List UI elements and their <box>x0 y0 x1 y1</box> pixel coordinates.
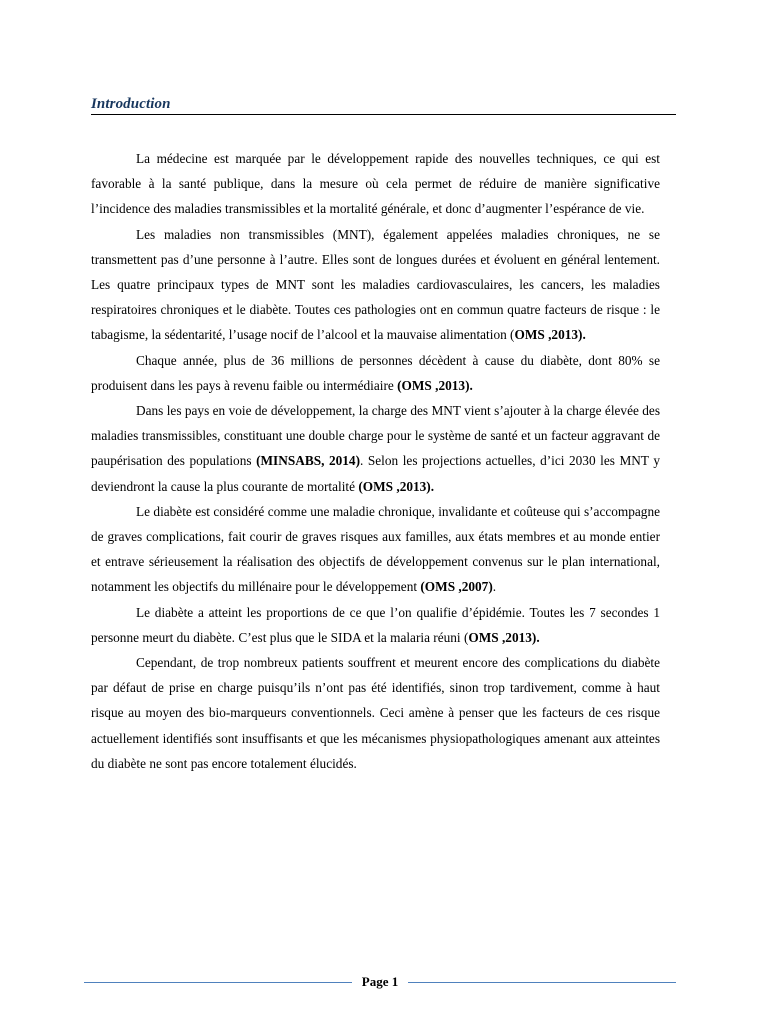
section-heading-text: Introduction <box>91 96 171 112</box>
paragraph <box>91 348 660 398</box>
citation: (OMS ,2013). <box>358 478 435 494</box>
paragraph-text: Les maladies non transmissibles (MNT), également appelées maladies chroniques, ne se transmettent pas d’une personne à l’autre. Elles sont de longues durées et évoluent en général lentement. Les quatre principaux types de MNT sont les maladies cardiovasculaires, les cancers, les maladies respiratoires chroniques et le diabète. Toutes ces pathologies ont en commun quatre facteurs de risque : le tabagisme, la sédentarité, l’usage nocif de l’alcool et la mauvaise alimentation ( <box>91 226 660 343</box>
paragraph-text: Cependant, de trop nombreux patients souffrent et meurent encore des complications du diabète par défaut de prise en charge puisqu’ils n’ont pas été identifiés, sinon trop tardivement, comme à haut risque au moyen des bio-marqueurs conventionnels. Ceci amène à penser que les facteurs de ces risque actuellement identifiés sont insuffisants et que les mécanismes physiopathologiques amenant aux atteintes du diabète ne sont pas encore totalement élucidés. <box>91 655 660 771</box>
paragraph <box>91 146 660 222</box>
paragraph-text: Le diabète est considéré comme une maladie chronique, invalidante et coûteuse qui s’accompagne de graves complications, fait courir de graves risques aux familles, aux états membres et au monde entier et entrave sérieusement la réalisation des objectifs de développement convenus sur le plan international, notamment les objectifs du millénaire pour le développement <box>91 503 660 595</box>
body-text <box>91 146 660 776</box>
paragraph-text: Dans les pays en voie de développement, la charge des MNT vient s’ajouter à la charge élevée des maladies transmissibles, constituant une double charge pour le système de santé et un facteur aggravant de paupérisation des populations <box>91 403 660 469</box>
paragraph <box>91 398 660 499</box>
citation: OMS ,2013). <box>514 327 586 343</box>
paragraph <box>91 499 660 600</box>
citation: OMS ,2013). <box>468 629 540 645</box>
footer-rule-left <box>84 982 352 983</box>
paragraph <box>91 650 660 776</box>
citation: (OMS ,2013). <box>397 377 473 393</box>
page-footer <box>84 972 676 992</box>
section-heading <box>91 95 676 115</box>
paragraph-text: Chaque année, plus de 36 millions de personnes décèdent à cause du diabète, dont 80% se produisent dans les pays à revenu faible ou intermédiaire <box>91 352 660 393</box>
footer-rule-right <box>408 982 676 983</box>
paragraph-text: Le diabète a atteint les proportions de ce que l’on qualifie d’épidémie. Toutes les 7 secondes 1 personne meurt du diabète. C’est plus que le SIDA et la malaria réuni ( <box>91 604 660 645</box>
paragraph-text: La médecine est marquée par le développement rapide des nouvelles techniques, ce qui est favorable à la santé publique, dans la mesure où cela permet de réduire de manière significative l’incidence des maladies transmissibles et la mortalité générale, et donc d’augmenter l’espérance de vie. <box>91 151 660 217</box>
citation: (OMS ,2007) <box>420 579 493 595</box>
paragraph <box>91 222 660 348</box>
citation: (MINSABS, 2014) <box>256 453 360 469</box>
paragraph <box>91 600 660 650</box>
paragraph-text: . Selon les projections actuelles, d’ici 2030 les MNT y deviendront la cause la plus courante de mortalité <box>91 453 660 494</box>
paragraph-text: . <box>492 579 497 595</box>
page-number: Page 1 <box>361 974 399 989</box>
